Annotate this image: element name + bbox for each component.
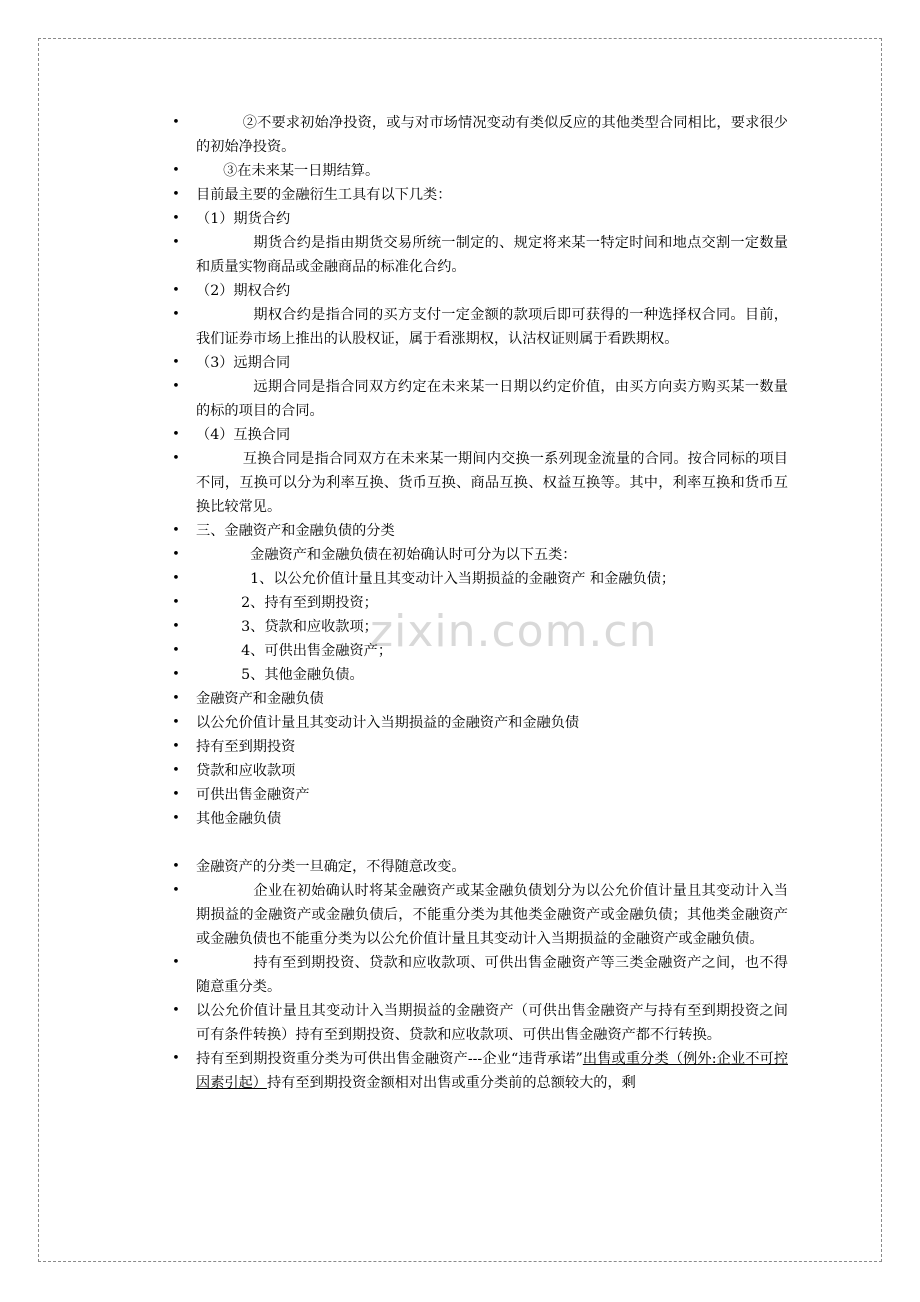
indent-space [196, 667, 241, 683]
indent-space [196, 547, 250, 563]
indent-space [196, 235, 253, 251]
list-item [170, 807, 788, 831]
bullet-icon: • [172, 547, 180, 562]
list-item [170, 543, 788, 567]
bullet-icon: • [172, 1003, 180, 1018]
bullet-icon: • [172, 283, 180, 298]
list-item-text: 期权合约是指合同的买方支付一定金额的款项后即可获得的一种选择权合同。目前，我们证券市场上推出的认股权证，属于看涨期权，认沽权证则属于看跌期权。 [196, 307, 788, 347]
list-item [170, 639, 788, 663]
bullet-icon: • [172, 691, 180, 706]
list-item-text: 可供出售金融资产 [196, 787, 310, 803]
list-item [170, 447, 788, 519]
list-item [170, 159, 788, 183]
indent-space [196, 115, 243, 131]
list-item [170, 519, 788, 543]
list-item-text: 金融资产的分类一旦确定，不得随意改变。 [196, 859, 466, 875]
bullet-icon: • [172, 859, 180, 874]
list-item [170, 879, 788, 951]
bullet-icon: • [172, 787, 180, 802]
indent-space [196, 379, 253, 395]
list-item-text: 三、金融资产和金融负债的分类 [196, 523, 395, 539]
list-item [170, 375, 788, 423]
list-item-text: 持有至到期投资 [196, 739, 296, 755]
list-item [170, 999, 788, 1047]
list-item-text: 以公允价值计量且其变动计入当期损益的金融资产（可供出售金融资产与持有至到期投资之间可有条件转换）持有至到期投资、贷款和应收款项、可供出售金融资产都不行转换。 [196, 1003, 788, 1043]
list-item-text: 贷款和应收款项 [196, 763, 296, 779]
list-item-text: 5、其他金融负债。 [241, 667, 364, 683]
list-item-text: 2、持有至到期投资； [241, 595, 378, 611]
list-item [170, 735, 788, 759]
bullet-icon: • [172, 571, 180, 586]
underlined-text: 出售或重分类（例外:企业不可控因素引起） [196, 1051, 789, 1091]
indent-space [196, 595, 241, 611]
list-item [170, 615, 788, 639]
bullet-list [170, 111, 788, 1095]
bullet-icon: • [172, 667, 180, 682]
bullet-icon: • [172, 643, 180, 658]
list-item-text: 以公允价值计量且其变动计入当期损益的金融资产和金融负债 [196, 715, 580, 731]
bullet-icon: • [172, 355, 180, 370]
list-item [170, 855, 788, 879]
indent-space [196, 619, 241, 635]
indent-space [196, 571, 250, 587]
bullet-icon: • [172, 235, 180, 250]
bullet-icon: • [172, 1051, 180, 1066]
bullet-icon: • [172, 811, 180, 826]
indent-space [196, 451, 243, 467]
list-item [170, 687, 788, 711]
list-item-text: 互换合同是指合同双方在未来某一期间内交换一系列现金流量的合同。按合同标的项目不同，互换可以分为利率互换、货币互换、商品互换、权益互换等。其中，利率互换和货币互换比较常见。 [196, 451, 788, 515]
list-item-text: ②不要求初始净投资，或与对市场情况变动有类似反应的其他类型合同相比，要求很少的初始净投资。 [196, 115, 788, 155]
list-gap [170, 831, 788, 855]
indent-space [196, 955, 253, 971]
list-item [170, 303, 788, 351]
bullet-icon: • [172, 115, 180, 130]
bullet-icon: • [172, 715, 180, 730]
list-item [170, 711, 788, 735]
list-item [170, 567, 788, 591]
list-item-text: ③在未来某一日期结算。 [223, 163, 380, 179]
bullet-icon: • [172, 211, 180, 226]
indent-space [196, 163, 223, 179]
list-item-text: 金融资产和金融负债在初始确认时可分为以下五类： [250, 547, 577, 563]
list-item-text: 目前最主要的金融衍生工具有以下几类： [196, 187, 452, 203]
list-item [170, 951, 788, 999]
bullet-icon: • [172, 187, 180, 202]
list-item-text: 其他金融负债 [196, 811, 282, 827]
list-item [170, 423, 788, 447]
indent-space [196, 643, 241, 659]
bullet-icon: • [172, 955, 180, 970]
list-item-text: 企业在初始确认时将某金融资产或某金融负债划分为以公允价值计量且其变动计入当期损益的金融资产或金融负债后，不能重分类为其他类金融资产或金融负债；其他类金融资产或金融负债也不能重分类为以公允价值计量且其变动计入当期损益的金融资产或金融负债。 [196, 883, 788, 947]
list-item-text: （4）互换合同 [196, 427, 291, 443]
list-item-text: 持有至到期投资重分类为可供出售金融资产---企业“违背承诺” [196, 1051, 583, 1067]
list-item [170, 663, 788, 687]
bullet-icon: • [172, 883, 180, 898]
list-item [170, 183, 788, 207]
bullet-icon: • [172, 379, 180, 394]
list-item [170, 207, 788, 231]
bullet-icon: • [172, 739, 180, 754]
list-item-text: 期货合约是指由期货交易所统一制定的、规定将来某一特定时间和地点交割一定数量和质量实物商品或金融商品的标准化合约。 [196, 235, 788, 275]
list-item-text: 持有至到期投资金额相对出售或重分类前的总额较大的，剩 [266, 1075, 636, 1091]
list-item [170, 351, 788, 375]
list-item [170, 111, 788, 159]
bullet-icon: • [172, 451, 180, 466]
list-item-text: （1）期货合约 [196, 211, 291, 227]
list-item-text: 4、可供出售金融资产； [241, 643, 393, 659]
bullet-icon: • [172, 523, 180, 538]
watermark: zixin.com.cn [370, 606, 658, 657]
bullet-icon: • [172, 619, 180, 634]
list-item [170, 759, 788, 783]
bullet-icon: • [172, 763, 180, 778]
bullet-icon: • [172, 427, 180, 442]
bullet-icon: • [172, 163, 180, 178]
list-item-text: 持有至到期投资、贷款和应收款项、可供出售金融资产等三类金融资产之间，也不得随意重分类。 [196, 955, 788, 995]
list-item-text: 金融资产和金融负债 [196, 691, 324, 707]
document-content [170, 111, 788, 1095]
list-item [170, 591, 788, 615]
list-item [170, 279, 788, 303]
list-item [170, 1047, 788, 1095]
list-item-text: （2）期权合约 [196, 283, 291, 299]
bullet-icon: • [172, 595, 180, 610]
list-item-text: 远期合同是指合同双方约定在未来某一日期以约定价值，由买方向卖方购买某一数量的标的项目的合同。 [196, 379, 788, 419]
indent-space [196, 307, 253, 323]
list-item [170, 783, 788, 807]
list-item [170, 231, 788, 279]
bullet-icon: • [172, 307, 180, 322]
list-item-text: 3、贷款和应收款项； [241, 619, 378, 635]
indent-space [196, 883, 253, 899]
list-item-text: （3）远期合同 [196, 355, 291, 371]
list-item-text: 1、以公允价值计量且其变动计入当期损益的金融资产 和金融负债； [250, 571, 676, 587]
